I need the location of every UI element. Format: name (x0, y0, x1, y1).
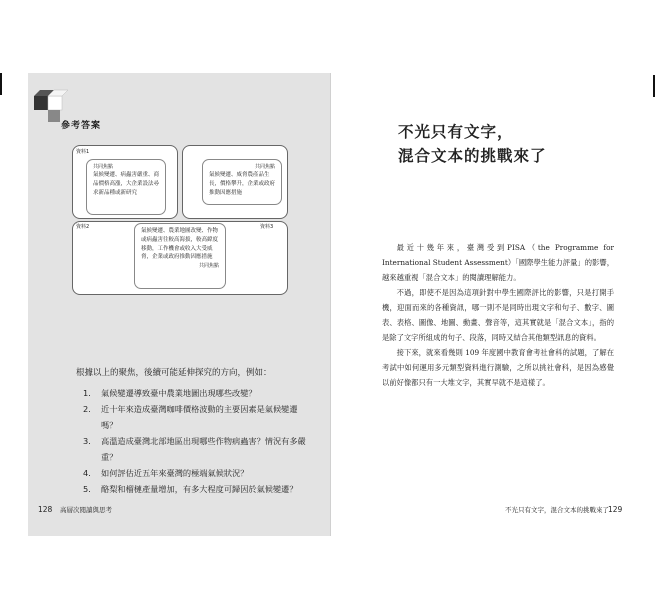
focus-box-3 (134, 223, 226, 289)
page-number-right: 129 (608, 505, 623, 514)
paragraph-2: 不過，即使不是因為這項針對中學生國際評比的影響，只是打開手機，迎面而來的各種資訊，哪一則不是同時出現文字和句子、數字、圖表、表格、圖像、地圖、動畫、聲音等，這其實就是「混合文本」，指的是除了文字所組成的句子、段落，同時又結合其他類型訊息的資料。 (382, 288, 614, 342)
focus-box-2-tag: 共同焦點 (254, 164, 275, 170)
list-item: 1. 氣候變遷導致臺中農業地圖出現哪些改變？ (83, 388, 257, 398)
running-head-left: 高層次閱讀與思考 (60, 506, 112, 514)
chapter-title-line-2: 混合文本的挑戰來了 (398, 146, 547, 165)
list-item: 3. 高溫造成臺灣北部地區出現哪些作物病蟲害？情況有多嚴重？ (83, 436, 306, 462)
focus-box-1-text: 氣候變遷、病蟲害嚴重、商品價格高漲，大企業設法尋求新品種或新研究 (93, 172, 160, 196)
left-page (28, 73, 330, 536)
focus-box-1-tag: 共同焦點 (93, 164, 114, 170)
list-item: 4. 如何評估近五年來臺灣的極端氣候狀況？ (83, 468, 249, 478)
list-item: 5. 酪梨和榴槤產量增加，有多大程度可歸因於氣候變遷？ (83, 484, 298, 494)
crop-mark-left (0, 73, 2, 95)
venn-diagram (72, 145, 287, 293)
focus-box-3-tag: 共同焦點 (198, 263, 219, 270)
gutter (330, 73, 331, 536)
intro-text: 根據以上的聚焦，後續可能延伸探究的方向，例如： (76, 368, 272, 378)
list-item: 2. 近十年來造成臺灣咖啡價格波動的主要因素是氣候變遷嗎？ (83, 404, 298, 430)
running-head-right: 不光只有文字，混合文本的挑戰來了 (505, 506, 609, 514)
chapter-title (398, 120, 547, 168)
quad-label-2: 資料2 (76, 224, 90, 230)
chapter-title-line-1: 不光只有文字， (398, 122, 514, 141)
quad-label-3: 資料3 (260, 224, 274, 230)
body-text (382, 240, 614, 390)
paragraph-3: 接下來，就來看幾則 109 年度國中教育會考社會科的試題，了解在考試中如何運用多元類型資料進行測驗，之所以挑社會科，是因為感覺以前好像都只有一大堆文字，其實早就不是這樣了。 (382, 348, 614, 387)
quad-label-1: 資料1 (76, 149, 90, 155)
focus-box-1 (86, 159, 166, 215)
focus-box-2-text: 氣候變遷、威脅農產品生長，價格攀升，企業或政府推動因應措施 (209, 172, 276, 196)
page-number-left: 128 (38, 505, 53, 514)
paragraph-1: 最近十幾年來，臺灣受到PISA（the Programme for International Student Assessment）「國際學生能力評量」的影響，越來越重視「混合文本」的閱讀理解能力。 (382, 243, 614, 282)
section-title: 參考答案 (61, 121, 102, 131)
focus-box-2 (202, 159, 282, 205)
focus-box-3-text: 氣候變遷、農業地圖改變、作物或病蟲害往較高海拔，較高緯度移動，工作機會或收入大受威脅，企業或政府推動因應措施 (141, 228, 219, 261)
question-list (83, 385, 313, 497)
